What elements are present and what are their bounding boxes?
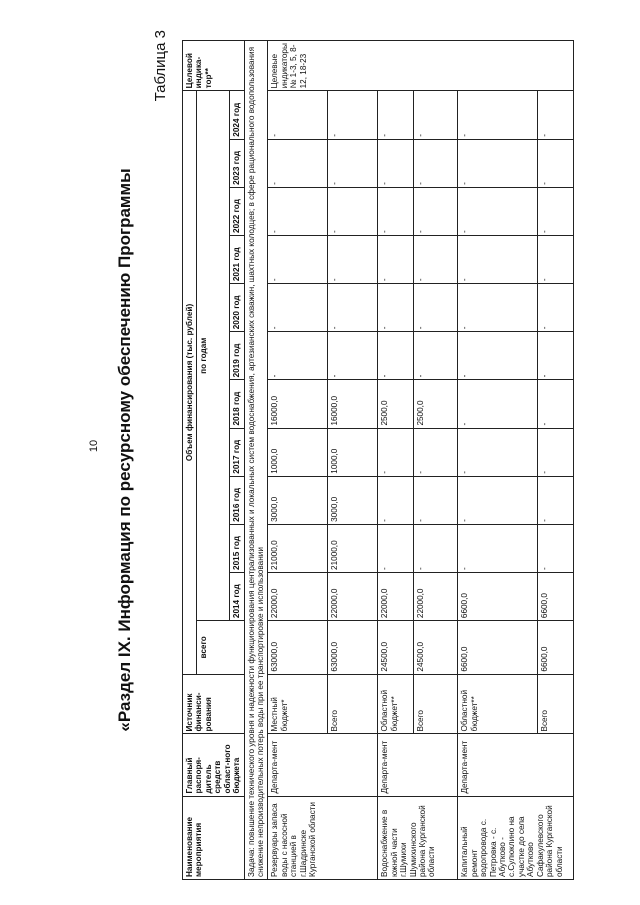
year-cell: - xyxy=(378,524,414,572)
year-cell: - xyxy=(458,139,538,187)
year-cell: - xyxy=(458,428,538,476)
total-cell: 63000,0 xyxy=(268,621,328,674)
rotated-page xyxy=(110,20,630,880)
header-source: Источник финанси-рования xyxy=(183,674,245,734)
measure-name: Капитальный ремонт водопровода с. Петровка - с. Абутково - с.Сулюклино на участке до села Абутково Сафакулевского района Курганской области xyxy=(458,796,574,879)
page-number: 10 xyxy=(88,439,100,453)
header-year: 2017 год xyxy=(230,428,244,476)
year-cell: - xyxy=(414,284,458,332)
header-year: 2024 год xyxy=(230,91,244,139)
total-cell: 24500,0 xyxy=(414,621,458,674)
source-cell: Областной бюджет** xyxy=(458,674,538,734)
year-cell: 2500,0 xyxy=(414,380,458,428)
total-cell: 63000,0 xyxy=(328,621,378,674)
year-cell: - xyxy=(378,428,414,476)
measure-name: Водоснабжение в южной части г.Шумихи Шумихинского района Курганской области xyxy=(378,796,458,879)
year-cell: - xyxy=(268,91,328,139)
year-cell: - xyxy=(268,139,328,187)
year-cell: - xyxy=(538,284,574,332)
header-by-years: по годам xyxy=(197,91,230,621)
year-cell: - xyxy=(378,284,414,332)
header-target: Целевой индика-тор** xyxy=(183,41,245,91)
year-cell: - xyxy=(378,91,414,139)
year-cell: 3000,0 xyxy=(268,476,328,524)
source-cell: Местный бюджет* xyxy=(268,674,328,734)
year-cell: - xyxy=(458,187,538,235)
year-cell: - xyxy=(378,139,414,187)
year-cell: - xyxy=(268,332,328,380)
year-cell: 6600,0 xyxy=(458,572,538,620)
year-cell: 22000,0 xyxy=(378,572,414,620)
year-cell: 22000,0 xyxy=(414,572,458,620)
year-cell: 6600,0 xyxy=(538,572,574,620)
year-cell: - xyxy=(538,332,574,380)
year-cell: - xyxy=(458,476,538,524)
year-cell: - xyxy=(458,332,538,380)
year-cell: - xyxy=(328,284,378,332)
year-cell: 22000,0 xyxy=(268,572,328,620)
header-year: 2018 год xyxy=(230,380,244,428)
year-cell: - xyxy=(268,187,328,235)
document-title: «Раздел IX. Информация по ресурсному обеспечению Программы xyxy=(115,168,134,732)
year-cell: - xyxy=(458,235,538,283)
year-cell: 21000,0 xyxy=(328,524,378,572)
year-cell: - xyxy=(414,428,458,476)
header-year: 2020 год xyxy=(230,284,244,332)
year-cell: - xyxy=(414,332,458,380)
year-cell: - xyxy=(414,139,458,187)
header-year: 2015 год xyxy=(230,524,244,572)
year-cell: - xyxy=(538,139,574,187)
task-row xyxy=(244,41,268,880)
manager-cell: Департа-мент xyxy=(458,734,574,796)
measure-name: Резервуары запаса воды с насосной станцией в г.Шадринске Курганской области xyxy=(268,796,378,879)
header-funding: Объем финансирования (тыс. рублей) xyxy=(183,91,197,674)
table-label: Таблица 3 xyxy=(152,30,169,102)
year-cell: 21000,0 xyxy=(268,524,328,572)
year-cell: 1000,0 xyxy=(268,428,328,476)
header-manager: Главный распоря-дитель средств област-ного бюджета xyxy=(183,734,245,796)
table-row xyxy=(268,41,328,880)
manager-cell: Департа-мент xyxy=(268,734,378,796)
year-cell: - xyxy=(538,235,574,283)
manager-cell: Департа-мент xyxy=(378,734,458,796)
year-cell: - xyxy=(378,332,414,380)
year-cell: - xyxy=(458,284,538,332)
source-cell: Областной бюджет** xyxy=(378,674,414,734)
total-cell: 24500,0 xyxy=(378,621,414,674)
year-cell: - xyxy=(268,235,328,283)
year-cell: - xyxy=(328,139,378,187)
task-text: Задача: повышение технического уровня и надежности функционирования централизованных и локальных систем водоснабжения, артезианских скважин, шахтных колодцев; в сфере рационального водопользования снижение непроизводительных потерь воды при ее транспортировке и использовании xyxy=(244,41,268,880)
source-cell: Всего xyxy=(328,674,378,734)
year-cell: - xyxy=(458,524,538,572)
target-cell: Целевые индикаторы № 1-3, 5, 8-12, 18-23 xyxy=(268,41,574,91)
year-cell: - xyxy=(538,187,574,235)
year-cell: - xyxy=(414,524,458,572)
table-row xyxy=(378,41,414,880)
year-cell: - xyxy=(328,332,378,380)
header-year: 2016 год xyxy=(230,476,244,524)
header-year: 2023 год xyxy=(230,139,244,187)
header-year: 2014 год xyxy=(230,572,244,620)
year-cell: - xyxy=(328,91,378,139)
year-cell: - xyxy=(414,91,458,139)
header-year: 2021 год xyxy=(230,235,244,283)
year-cell: - xyxy=(538,524,574,572)
header-total: всего xyxy=(197,621,244,674)
year-cell: - xyxy=(328,187,378,235)
year-cell: - xyxy=(538,428,574,476)
year-cell: 1000,0 xyxy=(328,428,378,476)
year-cell: - xyxy=(538,476,574,524)
resource-table xyxy=(182,40,574,880)
year-cell: - xyxy=(458,380,538,428)
header-year: 2022 год xyxy=(230,187,244,235)
year-cell: - xyxy=(414,476,458,524)
year-cell: 22000,0 xyxy=(328,572,378,620)
year-cell: - xyxy=(538,91,574,139)
total-cell: 6600,0 xyxy=(538,621,574,674)
year-cell: 2500,0 xyxy=(378,380,414,428)
year-cell: - xyxy=(458,91,538,139)
table-row xyxy=(458,41,538,880)
year-cell: - xyxy=(378,476,414,524)
year-cell: 16000,0 xyxy=(268,380,328,428)
header-name: Наименование мероприятия xyxy=(183,796,245,879)
year-cell: - xyxy=(414,187,458,235)
header-year: 2019 год xyxy=(230,332,244,380)
year-cell: - xyxy=(328,235,378,283)
year-cell: - xyxy=(538,380,574,428)
source-cell: Всего xyxy=(414,674,458,734)
year-cell: - xyxy=(378,235,414,283)
year-cell: 3000,0 xyxy=(328,476,378,524)
year-cell: - xyxy=(268,284,328,332)
year-cell: - xyxy=(414,235,458,283)
year-cell: - xyxy=(378,187,414,235)
total-cell: 6600,0 xyxy=(458,621,538,674)
year-cell: 16000,0 xyxy=(328,380,378,428)
source-cell: Всего xyxy=(538,674,574,734)
